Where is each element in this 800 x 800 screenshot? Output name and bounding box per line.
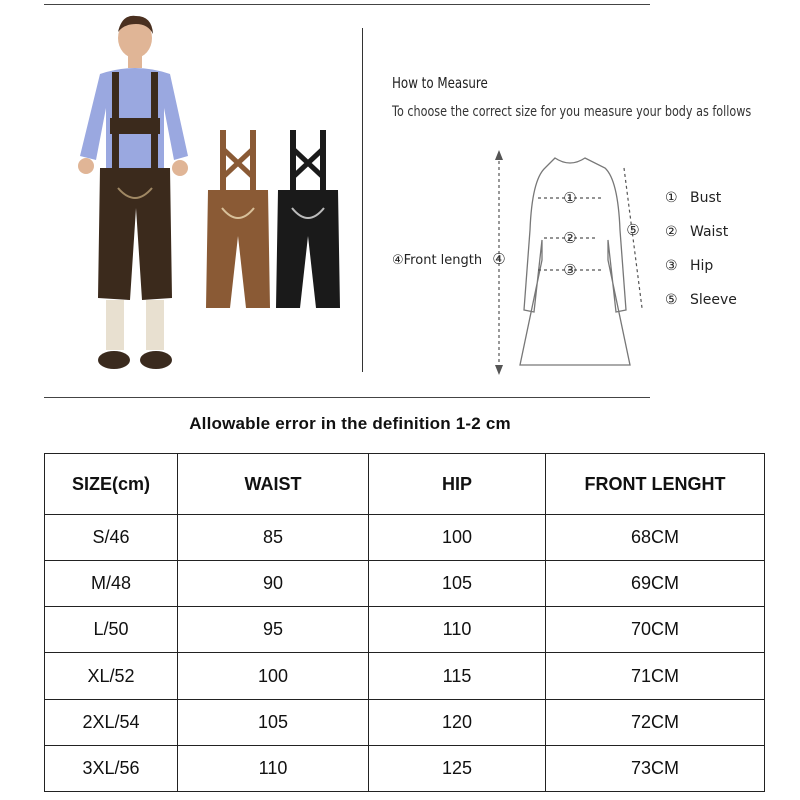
cell-size: 3XL/56 <box>45 745 178 791</box>
header-size: SIZE(cm) <box>45 454 178 515</box>
table-row <box>45 745 765 791</box>
front-marker: ④ <box>492 250 506 268</box>
cell-hip: 105 <box>369 561 546 607</box>
vertical-divider <box>362 28 363 372</box>
cell-waist: 95 <box>178 607 369 653</box>
cell-waist: 90 <box>178 561 369 607</box>
cell-front-length: 70CM <box>546 607 765 653</box>
hip-marker: ③ <box>563 261 577 279</box>
brown-lederhosen <box>206 130 270 308</box>
cell-front-length: 68CM <box>546 515 765 561</box>
cell-hip: 115 <box>369 653 546 699</box>
allowable-error-note: Allowable error in the definition 1-2 cm <box>189 414 511 433</box>
legend-bust-num: ① <box>665 190 678 206</box>
cell-size: S/46 <box>45 515 178 561</box>
legend-waist-label: Waist <box>690 224 729 240</box>
table-row <box>45 561 765 607</box>
product-photo <box>60 8 360 393</box>
front-length-label: ④Front length <box>392 253 483 268</box>
cell-front-length: 69CM <box>546 561 765 607</box>
bust-marker: ① <box>563 189 577 207</box>
header-hip: HIP <box>369 454 546 515</box>
measurement-diagram <box>380 140 800 380</box>
legend <box>665 190 737 308</box>
cell-size: XL/52 <box>45 653 178 699</box>
sleeve-marker: ⑤ <box>626 221 640 239</box>
cell-front-length: 72CM <box>546 699 765 745</box>
cell-size: L/50 <box>45 607 178 653</box>
legend-hip-label: Hip <box>690 258 714 274</box>
cell-size: 2XL/54 <box>45 699 178 745</box>
header-front-length: FRONT LENGHT <box>546 454 765 515</box>
measure-subtitle: To choose the correct size for you measure your body as follows <box>392 104 752 120</box>
cell-hip: 125 <box>369 745 546 791</box>
measure-title: How to Measure <box>392 74 488 92</box>
cell-waist: 85 <box>178 515 369 561</box>
cell-hip: 120 <box>369 699 546 745</box>
legend-waist-num: ② <box>665 224 678 240</box>
model-figure <box>78 16 188 369</box>
cell-waist: 100 <box>178 653 369 699</box>
legend-sleeve-label: Sleeve <box>690 292 737 308</box>
table-row <box>45 699 765 745</box>
cell-hip: 110 <box>369 607 546 653</box>
cell-front-length: 73CM <box>546 745 765 791</box>
waist-marker: ② <box>563 229 577 247</box>
header-waist: WAIST <box>178 454 369 515</box>
cell-waist: 110 <box>178 745 369 791</box>
table-row <box>45 607 765 653</box>
legend-sleeve-num: ⑤ <box>665 292 678 308</box>
black-lederhosen <box>276 130 340 308</box>
legend-hip-num: ③ <box>665 258 678 274</box>
legend-bust-label: Bust <box>690 190 722 206</box>
size-table <box>44 453 765 792</box>
cell-front-length: 71CM <box>546 653 765 699</box>
cell-waist: 105 <box>178 699 369 745</box>
table-header-row <box>45 454 765 515</box>
cell-size: M/48 <box>45 561 178 607</box>
cell-hip: 100 <box>369 515 546 561</box>
table-row <box>45 515 765 561</box>
top-divider <box>44 4 650 5</box>
table-row <box>45 653 765 699</box>
middle-divider <box>44 397 650 398</box>
